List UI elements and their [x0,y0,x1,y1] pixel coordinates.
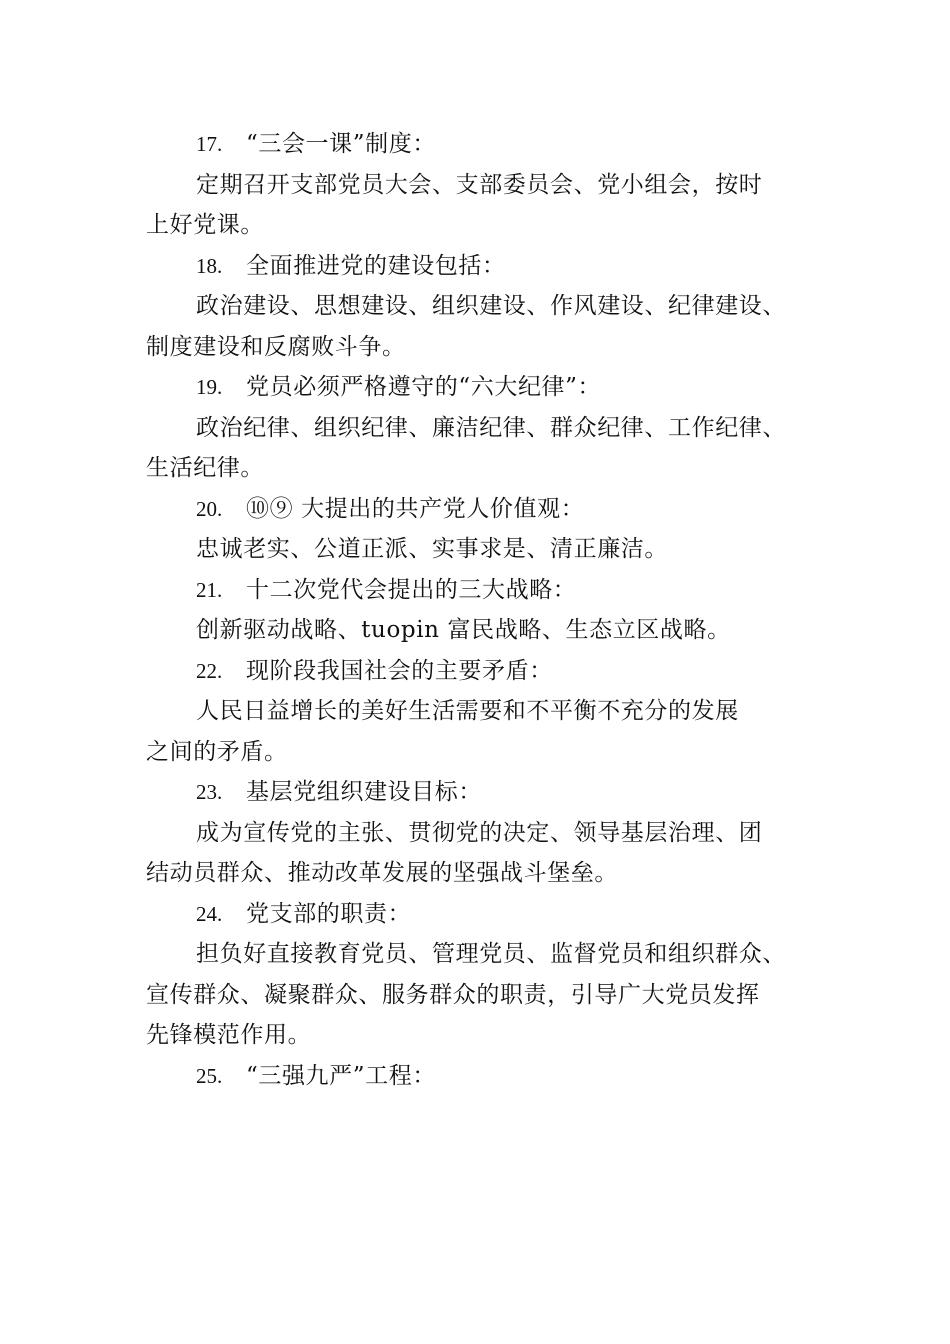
item-number: 24. [196,901,223,926]
item-answer-line: 成为宣传党的主张、贯彻党的决定、领导基层治理、团 [196,819,763,846]
item-heading-text: 全面推进党的建设包括： [246,252,506,279]
item-heading [146,772,816,813]
item-heading [146,651,816,692]
item-number: 19. [196,375,223,399]
item-number: 17. [196,132,223,156]
item-answer-line: 人民日益增长的美好生活需要和不平衡不充分的发展 [196,698,739,724]
item-answer-line: 创新驱动战略、tuopin 富民战略、生态立区战略。 [196,617,731,643]
item-answer-line: 上好党课。 [146,212,264,238]
item-answer-line: 结动员群众、推动改革发展的坚强战斗堡垒。 [146,860,618,886]
item-number: 21. [196,577,223,602]
item-heading [146,1056,816,1097]
item-heading-text: ⑩⑨ 大提出的共产党人价值观： [246,495,585,522]
item-heading [146,367,816,408]
document-body [146,124,816,1096]
item-answer-line: 定期召开支部党员大会、支部委员会、党小组会，按时 [196,171,763,198]
item-heading [146,246,816,287]
item-heading-text: 基层党组织建设目标： [246,779,482,805]
item-answer-line: 先锋模范作用。 [146,1022,312,1048]
item-heading [146,894,816,935]
item-heading [146,124,816,165]
item-number: 25. [196,1063,223,1088]
item-answer-line: 政治纪律、组织纪律、廉洁纪律、群众纪律、工作纪律、 [196,414,786,441]
item-heading [146,489,816,530]
item-answer-line: 担负好直接教育党员、管理党员、监督党员和组织群众、 [196,941,786,967]
item-number: 18. [196,253,223,278]
item-heading-text: 党员必须严格遵守的“六大纪律”： [246,374,602,400]
item-answer-line: 忠诚老实、公道正派、实事求是、清正廉洁。 [196,536,668,562]
item-answer-line: 生活纪律。 [146,455,264,481]
item-answer-line: 之间的矛盾。 [146,738,288,765]
item-answer-line: 宣传群众、凝聚群众、服务群众的职责，引导广大党员发挥 [146,981,760,1008]
item-heading-text: 党支部的职责： [246,900,412,927]
item-heading-text: “三会一课”制度： [246,131,436,157]
item-answer-line: 制度建设和反腐败斗争。 [146,333,406,360]
item-number: 22. [196,658,223,683]
item-number: 20. [196,496,223,521]
item-heading-text: 现阶段我国社会的主要矛盾： [246,657,553,684]
item-heading-text: “三强九严”工程： [246,1062,436,1089]
item-answer-line: 政治建设、思想建设、组织建设、作风建设、纪律建设、 [196,293,786,319]
item-number: 23. [196,780,223,804]
item-heading-text: 十二次党代会提出的三大战略： [246,576,577,603]
item-heading [146,570,816,611]
